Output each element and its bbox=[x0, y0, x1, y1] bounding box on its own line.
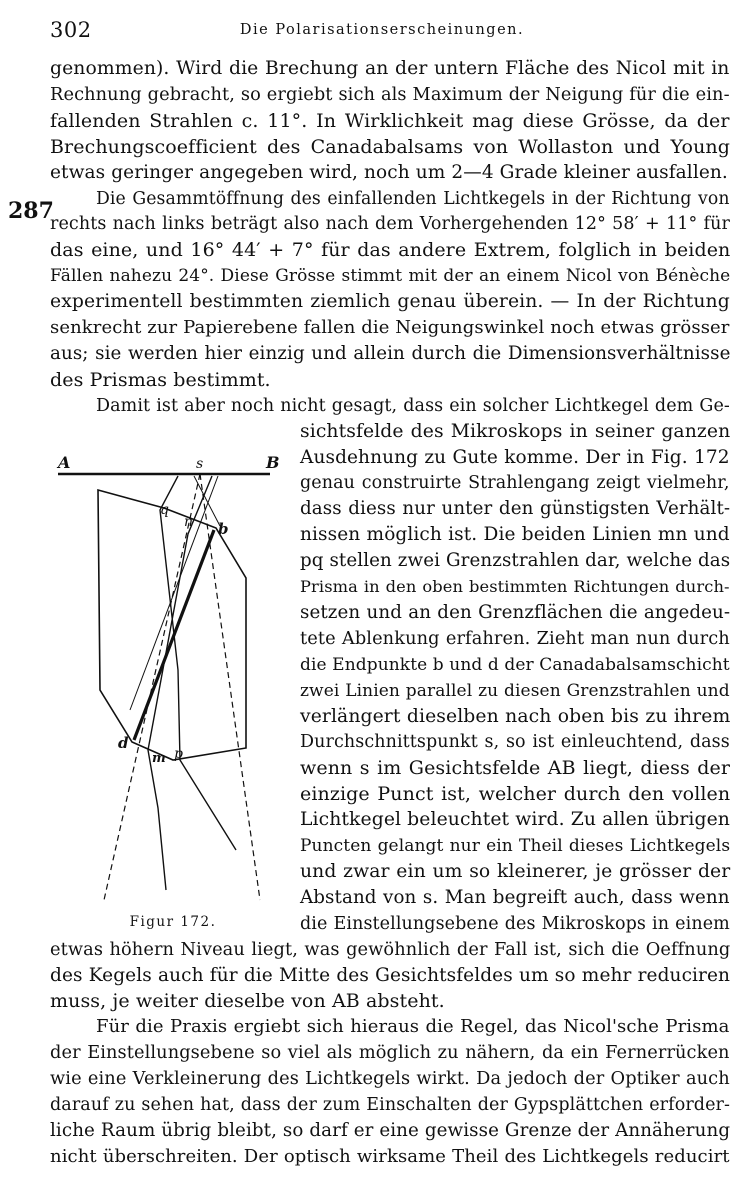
label-B: B bbox=[266, 453, 280, 472]
text-line: Lichtkegel beleuchtet wird. Zu allen übrigen bbox=[300, 809, 730, 831]
text-line: etwas geringer angegeben wird, noch um 2—4 Grade kleiner ausfallen. bbox=[50, 161, 728, 183]
text-line: setzen und an den Grenzflächen die angedeu- bbox=[300, 601, 731, 623]
page-number: 302 bbox=[50, 18, 92, 42]
label-n: n bbox=[184, 514, 194, 530]
text-line: die Endpunkte b und d der Canadabalsamschicht bbox=[300, 654, 730, 675]
text-line: Brechungscoefficient des Canadabalsams von Wollaston und Young bbox=[50, 135, 731, 158]
text-line: darauf zu sehen hat, dass der zum Einschalten der Gypsplättchen erforder- bbox=[50, 1095, 731, 1115]
text-line: rechts nach links beträgt also nach dem Vorhergehenden 12° 58′ + 11° für bbox=[50, 214, 730, 235]
text-line: senkrecht zur Papierebene fallen die Neigungswinkel noch etwas grösser bbox=[50, 317, 730, 338]
page-header bbox=[46, 14, 718, 44]
ray-mn bbox=[148, 476, 212, 890]
figure-172 bbox=[48, 430, 298, 950]
cone-edge-right bbox=[194, 476, 220, 526]
text-line: Ausdehnung zu Gute komme. Der in Fig. 172 bbox=[300, 446, 730, 468]
text-line: Für die Praxis ergiebt sich hieraus die Regel, das Nicol'sche Prisma bbox=[96, 1016, 730, 1038]
text-line: Prisma in den oben bestimmten Richtungen durch- bbox=[300, 577, 730, 596]
text-line: liche Raum übrig bleibt, so darf er eine gewisse Grenze der Annäherung bbox=[50, 1119, 731, 1141]
text-line: des Prismas bestimmt. bbox=[50, 368, 271, 391]
label-d: d bbox=[118, 734, 129, 752]
text-line: wenn s im Gesichtsfelde AB liegt, diess der bbox=[300, 757, 731, 780]
text-line: wie eine Verkleinerung des Lichtkegels wirkt. Da jedoch der Optiker auch bbox=[50, 1069, 730, 1090]
label-q: q bbox=[160, 502, 169, 518]
text-line: dass diess nur unter den günstigsten Verhält- bbox=[300, 498, 731, 520]
label-p: p bbox=[174, 746, 183, 762]
text-line: etwas höhern Niveau liegt, was gewöhnlich der Fall ist, sich die Oeffnung bbox=[50, 939, 731, 960]
text-line: einzige Punct ist, welcher durch den vollen bbox=[300, 783, 731, 806]
text-line: aus; sie werden hier einzig und allein durch die Dimensionsverhältnisse bbox=[50, 342, 731, 364]
dashed-line-d bbox=[104, 474, 200, 900]
label-m: m bbox=[152, 751, 166, 766]
label-s: s bbox=[196, 456, 204, 472]
text-line: fallenden Strahlen c. 11°. In Wirklichkeit mag diese Grösse, da der bbox=[50, 109, 730, 132]
text-line: verlängert dieselben nach oben bis zu ihrem bbox=[300, 705, 731, 727]
running-head: Die Polarisationserscheinungen. bbox=[239, 22, 525, 38]
text-line: zwei Linien parallel zu diesen Grenzstrahlen und bbox=[300, 680, 730, 701]
text-line: tete Ablenkung erfahren. Zieht man nun durch bbox=[300, 628, 730, 649]
text-line: Durchschnittspunkt s, so ist einleuchtend, dass bbox=[300, 732, 730, 753]
text-line: die Einstellungsebene des Mikroskops in einem bbox=[300, 913, 730, 934]
text-line: experimentell bestimmten ziemlich genau überein. — In der Richtung bbox=[50, 291, 730, 313]
text-line: das eine, und 16° 44′ + 7° für das andere Extrem, folglich in beiden bbox=[50, 239, 731, 262]
figure-caption: Figur 172. bbox=[129, 914, 217, 930]
text-line: muss, je weiter dieselbe von AB absteht. bbox=[50, 990, 445, 1013]
text-line: Abstand von s. Man begreift auch, dass wenn bbox=[300, 886, 730, 908]
text-line: Die Gesammtöffnung des einfallenden Lichtkegels in der Richtung von bbox=[96, 188, 730, 209]
text-line: pq stellen zwei Grenzstrahlen dar, welche das bbox=[300, 550, 731, 572]
text-line: nissen möglich ist. Die beiden Linien mn und bbox=[300, 524, 730, 546]
text-line: genommen). Wird die Brechung an der untern Fläche des Nicol mit in bbox=[50, 58, 730, 79]
section-number: 287 bbox=[8, 198, 54, 224]
text-line: und zwar ein um so kleinerer, je grösser der bbox=[300, 860, 731, 882]
text-line: Puncten gelangt nur ein Theil dieses Lichtkegels bbox=[300, 836, 731, 856]
optical-path-diagram bbox=[48, 430, 298, 910]
label-A: A bbox=[58, 453, 71, 472]
text-line: Rechnung gebracht, so ergiebt sich als Maximum der Neigung für die ein- bbox=[50, 84, 730, 105]
text-line: Damit ist aber noch nicht gesagt, dass ein solcher Lichtkegel dem Ge- bbox=[96, 395, 730, 416]
text-line: genau construirte Strahlengang zeigt vielmehr, bbox=[300, 473, 730, 494]
text-line: des Kegels auch für die Mitte des Gesichtsfeldes um so mehr reduciren bbox=[50, 964, 731, 986]
dashed-line-b bbox=[200, 474, 260, 900]
text-line: nicht überschreiten. Der optisch wirksame Theil des Lichtkegels reducirt bbox=[50, 1145, 730, 1167]
label-b: b bbox=[218, 520, 229, 538]
text-line: der Einstellungsebene so viel als möglich zu nähern, da ein Fernerrücken bbox=[50, 1043, 730, 1064]
text-line: Fällen nahezu 24°. Diese Grösse stimmt mit der an einem Nicol von Bénèche bbox=[50, 266, 731, 287]
text-line: sichtsfelde des Mikroskops in seiner ganzen bbox=[300, 420, 731, 442]
